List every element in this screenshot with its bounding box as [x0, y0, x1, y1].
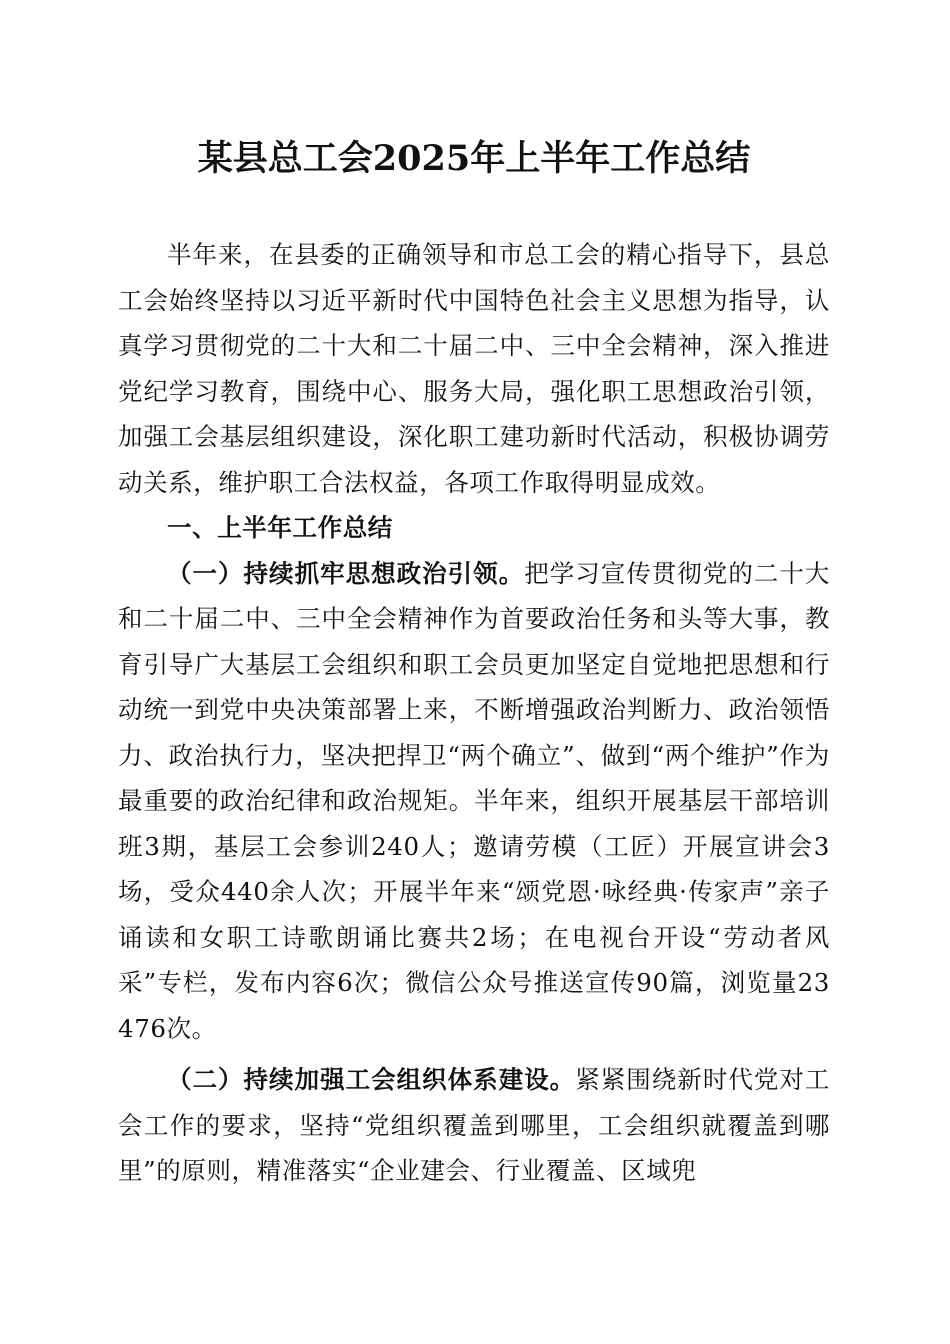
document-page: [118, 0, 830, 1344]
section-heading: 一、上半年工作总结: [167, 513, 393, 542]
subsection-1-paragraph: [118, 551, 830, 1052]
document-title: 某县总工会2025年上半年工作总结: [197, 138, 751, 179]
subsection-2-paragraph: [118, 1057, 830, 1194]
subsection-1-heading: （一）持续抓牢思想政治引领。: [167, 558, 525, 588]
subsection-1-body: 把学习宣传贯彻党的二十大和二十届二中、三中全会精神作为首要政治任务和头等大事，教育引导广大基层工会组织和职工会员更加坚定自觉地把思想和行动统一到党中央决策部署上来，不断增强政治判断力、政治领悟力、政治执行力，坚决把捍卫“两个确立”、做到“两个维护”作为最重要的政治纪律和政治规矩。半年来，组织开展基层干部培训班3期，基层工会参训240人；邀请劳模（工匠）开展宣讲会3场，受众440余人次；开展半年来“颂党恩·咏经典·传家声”亲子诵读和女职工诗歌朗诵比赛共2场；在电视台开设“劳动者风采”专栏，发布内容6次；微信公众号推送宣传90篇，浏览量23476次。: [118, 558, 830, 1043]
document-body: [118, 232, 830, 1194]
subsection-2-heading: （二）持续加强工会组织体系建设。: [167, 1065, 576, 1094]
subsection-2-body: 紧紧围绕新时代党对工会工作的要求，坚持“党组织覆盖到哪里，工会组织就覆盖到哪里”的原则，精准落实“企业建会、行业覆盖、区域兜: [118, 1065, 830, 1185]
intro-paragraph: 半年来，在县委的正确领导和市总工会的精心指导下，县总工会始终坚持以习近平新时代中国特色社会主义思想为指导，认真学习贯彻党的二十大和二十届二中、三中全会精神，深入推进党纪学习教育，围绕中心、服务大局，强化职工思想政治引领，加强工会基层组织建设，深化职工建功新时代活动，积极协调劳动关系，维护职工合法权益，各项工作取得明显成效。: [118, 240, 830, 497]
